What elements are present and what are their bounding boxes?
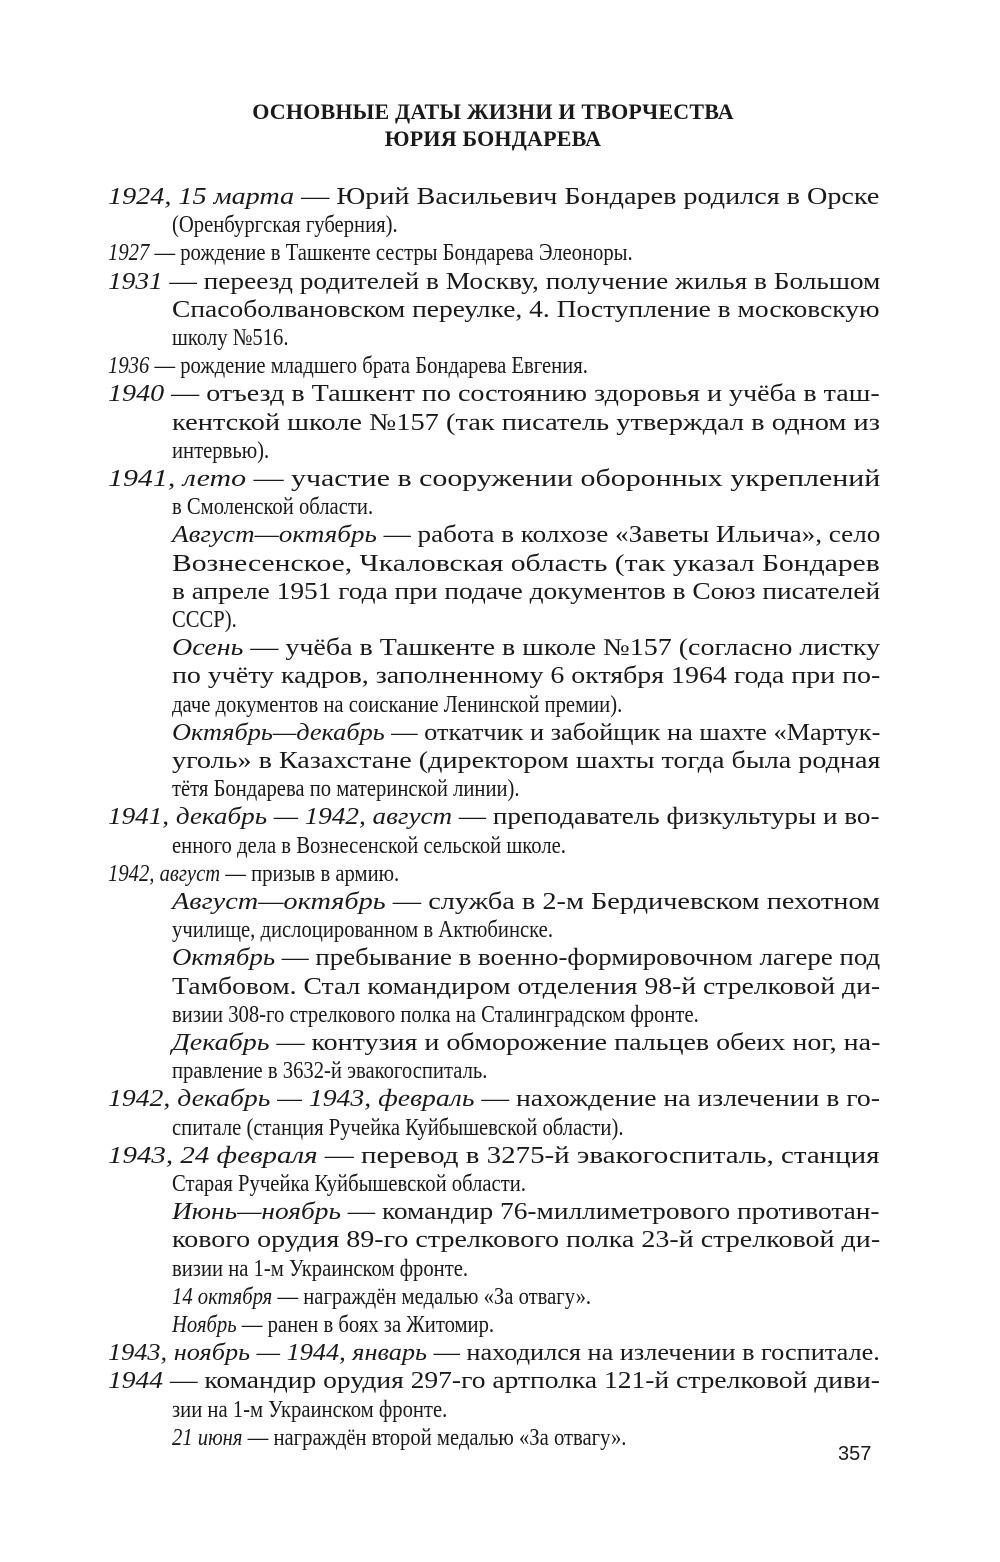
- entry-text: — командир 76-миллиметрового противотан-: [340, 1199, 880, 1226]
- date-label: 1943, ноябрь — 1944, январь: [108, 1340, 428, 1367]
- date-label: 1942, август: [108, 860, 221, 887]
- entry-text: визии на 1-м Украинском фронте.: [172, 1255, 469, 1282]
- date-label: Август—октябрь: [172, 889, 386, 915]
- chronology-line: [172, 1226, 880, 1254]
- entry-text: уголь» в Казахстане (директором шахты тогда была родная: [172, 748, 881, 774]
- chronology-line: [172, 578, 880, 606]
- date-label: 1941, декабрь — 1942, август: [108, 804, 453, 831]
- entry-text: визии 308-го стрелкового полка на Сталинградском фронте.: [172, 1001, 699, 1028]
- date-label: 1936: [108, 353, 150, 380]
- entry-text: тётя Бондарева по материнской линии).: [172, 776, 520, 803]
- entry-text: — служба в 2-м Бердичевском пехотном: [385, 889, 880, 915]
- entry-text: — учёба в Ташкенте в школе №157 (согласно листку: [243, 635, 881, 662]
- chronology-line: [108, 183, 879, 211]
- entry-text: школу №516.: [172, 325, 289, 351]
- entry-text: кентской школе №157 (так писатель утверждал в одном из: [172, 409, 880, 436]
- entry-text: — контузия и обморожение пальцев обеих ног, на-: [269, 1030, 881, 1056]
- entry-text: — награждён медалью «За отвагу».: [272, 1283, 592, 1310]
- entry-text: — работа в колхозе «Заветы Ильича», село: [376, 522, 881, 549]
- entry-text: — перевод в 3275-й эвакогоспиталь, станция: [317, 1142, 880, 1169]
- chronology-line: [108, 268, 880, 296]
- entry-text: кового орудия 89-го стрелкового полка 23-й стрелковой ди-: [172, 1227, 881, 1254]
- entry-text: — откатчик и забойщик на шахте «Мартук-: [384, 719, 881, 746]
- entry-text: — рождение младшего брата Бондарева Евгения.: [149, 353, 588, 380]
- date-label: 1944: [108, 1368, 164, 1395]
- entry-text: — находился на излечении в госпитале.: [427, 1340, 880, 1367]
- date-label: 21 июня: [172, 1424, 243, 1451]
- chronology-line: [172, 944, 880, 972]
- entry-text: интервью).: [172, 437, 270, 464]
- entry-text: — участие в сооружении оборонных укреплений: [246, 466, 881, 492]
- date-label: 1943, 24 февраля: [108, 1142, 318, 1169]
- chronology-line: [172, 973, 880, 1001]
- entry-text: в апреле 1951 года при подаче документов в Союз писателей: [172, 578, 881, 605]
- page-title-line-2: ЮРИЯ БОНДАРЕВА: [384, 126, 602, 151]
- chronology-line: [172, 1029, 880, 1057]
- entry-text: (Оренбургская губерния).: [172, 212, 398, 239]
- chronology-line: [172, 1001, 699, 1029]
- chronology-line: [108, 1085, 880, 1113]
- chronology-line: [172, 1170, 526, 1198]
- entry-text: училище, дислоцированном в Актюбинске.: [172, 917, 553, 944]
- entry-text: — преподаватель физкультуры и во-: [452, 804, 880, 831]
- entry-text: — рождение в Ташкенте сестры Бондарева Элеоноры.: [149, 240, 633, 267]
- entry-text: — нахождение на излечении в го-: [474, 1086, 880, 1113]
- chronology-line: [172, 521, 880, 549]
- chronology-line: [172, 719, 880, 747]
- entry-text: — награждён второй медалью «За отвагу».: [242, 1424, 627, 1451]
- entry-text: — ранен в боях за Житомир.: [236, 1312, 495, 1338]
- chronology-line: [172, 1198, 880, 1226]
- chronology-line: [172, 211, 398, 239]
- chronology-line: [172, 1255, 468, 1283]
- chronology-line: [172, 832, 566, 860]
- entry-text: — отъезд в Ташкент по состоянию здоровья и учёба в таш-: [164, 381, 880, 408]
- date-label: Июнь—ноябрь: [172, 1199, 341, 1226]
- date-label: 1924, 15 марта: [108, 184, 295, 210]
- entry-text: Старая Ручейка Куйбышевской области.: [172, 1171, 526, 1197]
- chronology-line: [172, 1396, 447, 1424]
- chronology-line: [172, 1283, 591, 1311]
- entry-text: зии на 1-м Украинском фронте.: [172, 1396, 448, 1423]
- chronology-line: [108, 1142, 879, 1170]
- chronology-line: [172, 1114, 624, 1142]
- date-label: 1940: [108, 381, 165, 408]
- entry-text: спитале (станция Ручейка Куйбышевской области).: [172, 1114, 624, 1141]
- date-label: 1942, декабрь — 1943, февраль: [108, 1086, 475, 1113]
- chronology-line: [172, 662, 880, 690]
- entry-text: Спасоболвановском переулке, 4. Поступление в московскую: [172, 296, 880, 323]
- chronology-line: [172, 437, 269, 465]
- chronology-line: [108, 380, 880, 408]
- chronology-line: [108, 860, 399, 888]
- entry-text: в Смоленской области.: [172, 494, 374, 521]
- entry-text: — призыв в армию.: [220, 860, 400, 887]
- date-label: 1931: [108, 268, 163, 295]
- chronology-line: [108, 465, 880, 493]
- chronology-line: [108, 239, 633, 267]
- date-label: Октябрь—декабрь: [172, 719, 385, 746]
- date-label: Август—октябрь: [172, 522, 377, 549]
- chronology-line: [172, 1057, 487, 1085]
- chronology-line: [108, 1367, 880, 1395]
- entry-text: Тамбовом. Стал командиром отделения 98-й стрелковой ди-: [172, 973, 881, 1000]
- entry-text: енного дела в Вознесенской сельской школе.: [172, 832, 566, 859]
- entry-text: по учёту кадров, заполненному 6 октября 1964 года при по-: [172, 663, 881, 690]
- chronology-line: [108, 803, 879, 831]
- chronology-line: [172, 296, 880, 324]
- chronology-line: [172, 1424, 626, 1452]
- date-label: 1927: [108, 240, 150, 267]
- chronology-line: [172, 1311, 494, 1339]
- entry-text: — командир орудия 297-го артполка 121-й стрелковой диви-: [163, 1368, 880, 1395]
- chronology-line: [172, 916, 553, 944]
- chronology-line: [172, 324, 289, 352]
- chronology-line: [108, 1339, 880, 1367]
- date-label: 1941, лето: [108, 466, 247, 492]
- chronology-line: [172, 691, 622, 719]
- chronology-line: [108, 352, 588, 380]
- chronology-line: [172, 888, 880, 916]
- date-label: Ноябрь: [172, 1312, 237, 1338]
- entry-text: даче документов на соискание Ленинской премии).: [172, 691, 623, 718]
- entry-text: правление в 3632-й эвакогоспиталь.: [172, 1058, 488, 1085]
- entry-text: — пребывание в военно-формировочном лагере под: [275, 945, 881, 972]
- page-title-line-1: ОСНОВНЫЕ ДАТЫ ЖИЗНИ И ТВОРЧЕСТВА: [252, 99, 734, 124]
- date-label: Декабрь: [172, 1030, 270, 1056]
- date-label: Октябрь: [172, 945, 276, 972]
- chronology-line: [172, 634, 880, 662]
- entry-text: — переезд родителей в Москву, получение жилья в Большом: [162, 268, 881, 295]
- page-number: 357: [838, 1443, 872, 1465]
- chronology-line: [172, 606, 237, 634]
- date-label: Осень: [172, 635, 244, 662]
- entry-text: Вознесенское, Чкаловская область (так указал Бондарев: [172, 550, 880, 577]
- chronology-line: [172, 493, 373, 521]
- chronology-line: [172, 550, 880, 578]
- date-label: 14 октября: [172, 1283, 273, 1310]
- entry-text: СССР).: [172, 607, 237, 633]
- chronology-line: [172, 775, 520, 803]
- chronology-line: [172, 409, 880, 437]
- chronology-line: [172, 747, 880, 775]
- entry-text: — Юрий Васильевич Бондарев родился в Орске: [294, 184, 880, 210]
